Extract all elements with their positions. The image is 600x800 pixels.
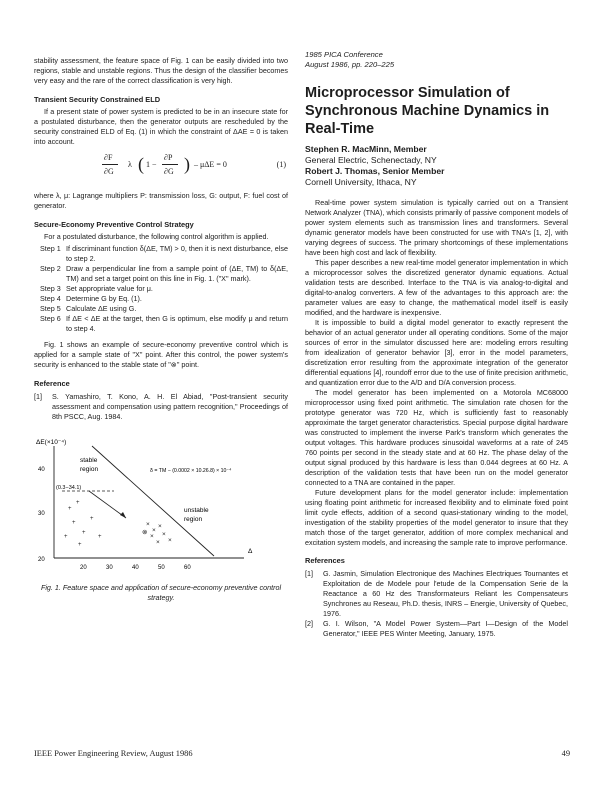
reference-r2: [2] G. I. Wilson, "A Model Power System—Part I—Design of the Model Generator," IEEE PES Winter Meeting, January, 1975. (305, 619, 568, 638)
body-paragraph-1: Real-time power system simulation is typically carried out on a Transient Network Analyzer (TNA), which consists primarily of passive component models of power system elements such as transmission lines and transformers. Several dynamic generator models have been constructed for use with TNA's [1, 2], with varying degrees of success. The primary shortcomings of these implementations have been high cost and lack of flexibility. (305, 198, 568, 257)
body-paragraph-3: It is impossible to build a digital model generator to exactly represent the behavior of an actual generator under all operating conditions. Some of the major sources of error in the simulator discussed here are: modeling errors resulting from idealization of generator behavior [3], error in the model parameters, discretization error resulting from the approximate integration of the generator differential equations [4], roundoff error due to the use of finite precision arithmetic, and quantization error due to the A/D and D/A conversion process. (305, 318, 568, 387)
svg-text:+: + (68, 506, 72, 512)
x-tick-50: 50 (158, 565, 165, 571)
step-6: Step 6 If ΔE < ΔE at the target, then G is optimum, else modify μ and return to step 4. (40, 314, 288, 333)
svg-text:+: + (98, 534, 102, 540)
x-tick-60: 60 (184, 565, 191, 571)
line-equation-label: δ = TM − (0.0002 × 10.26.8) × 10⁻⁴ (150, 468, 232, 474)
right-column (305, 50, 568, 639)
svg-text:×: × (158, 523, 162, 530)
body-paragraph-5: Future development plans for the model generator include: implementation using floating point arithmetic for increased flexibility and to eliminate fixed point limit cycle effects, addition of a second quasi-stationary winding to the model, investigation of the stability properties of the model generator to insure that they match those of the target generator, addition of more complex mechanical and excitation system models, and increasing the sample rate to improve performance. (305, 488, 568, 547)
author-2-affiliation: Cornell University, Ithaca, NY (305, 177, 417, 187)
ted-paragraph: If a present state of power system is predicted to be in an insecure state for a postulated disturbance, then the generator outputs are rescheduled by the security constrained ELD of Eq. (1) in which the constraint of ΔAE = 0 is taken into account. (34, 107, 288, 146)
sep-paragraph: For a postulated disturbance, the following control algorithm is applied. (44, 232, 269, 241)
x-axis-label: Δ (248, 548, 253, 555)
stable-label: stable (80, 457, 98, 464)
journal-footer: IEEE Power Engineering Review, August 1986 (34, 749, 193, 758)
stable-samples (64, 500, 102, 548)
figure-1 (34, 434, 288, 603)
svg-text:+: + (90, 516, 94, 522)
svg-text:+: + (78, 542, 82, 548)
reference-1: [1] S. Yamashiro, T. Kono, A. H. El Abiad, "Post-transient security assessment and compensation using pattern recognition," Proceedings of 8th PSCC, Aug. 1984. (34, 392, 288, 421)
page-number: 49 (561, 749, 570, 758)
author-2-name: Robert J. Thomas, Senior Member (305, 166, 445, 176)
body-paragraph-4: The model generator has been implemented on a Motorola MC68000 microprocessor using fixed point arithmetic. The simulation rate chosen for the prototype generator was 720 Hz, which is sufficiently fast to reasonably approximate the target generator characteristics. Special purpose digital hardware was constructed to implement the inverse Park's transform which generates the output voltages. This hardware produces sinusoidal waveforms at a rate of 245 760 points per second in the steady state and at 60 Hz. The phase delay of the output signal produced by this hardware is less than 0.044 degrees at 60 Hz. A description of the validation tests that have been run on the model generator connected to a TNA are contained in the paper. (305, 388, 568, 487)
unstable-label: unstable (184, 507, 209, 514)
figure-caption: Fig. 1. Feature space and application of secure-economy preventive control strategy. (40, 583, 282, 602)
step-5: Step 5 Calculate ΔE using G. (40, 304, 137, 313)
stable-region-label: region (80, 466, 99, 473)
y-axis-label: ΔE(×10⁻⁴) (36, 439, 67, 446)
svg-text:+: + (82, 530, 86, 536)
section-heading-ted: Transient Security Constrained ELD (34, 95, 161, 104)
svg-text:+: + (76, 500, 80, 506)
reference-heading: Reference (34, 379, 70, 388)
control-arrow (120, 512, 126, 518)
unstable-region-label: region (184, 516, 203, 523)
step-3: Step 3 Set appropriate value for μ. (40, 284, 153, 293)
svg-text:⊗: ⊗ (142, 529, 148, 536)
feature-space-plot (34, 434, 288, 576)
left-column (34, 56, 288, 603)
article-title: Microprocessor Simulation of Synchronous Machine Dynamics in Real-Time (305, 85, 550, 137)
unstable-samples (142, 521, 172, 546)
author-1-name: Stephen R. MacMinn, Member (305, 144, 427, 154)
algorithm-steps (34, 244, 288, 334)
svg-text:×: × (146, 521, 150, 528)
where-paragraph: where λ, μ: Lagrange multipliers P: transmission loss, G: output, F: fuel cost of generator. (34, 191, 288, 210)
x-tick-40: 40 (132, 565, 139, 571)
reference-r1: [1] G. Jasmin, Simulation Electronique des Machines Electriques Tournantes et Exploitation de de Modele pour l'etude de la Compensation Serie de la Reactance a 60 Hz des Transformateurs Reliant les Compensateurs Synchrones au Reseau, Ph.D. thesis, INRS – Energie, University of Quebec, 1976. (305, 569, 568, 618)
body-paragraph-2: This paper describes a new real-time model generator implementation in which a microprocessor solves the discretized generator dynamic equations. Actual validation tests are described. Interface to the TNA is via analog-to-digital and digital-to-analog converters. A few of the advantages to this approach are: the parameter values are easy to change, the mathematical model itself is easily modified, and the hardware is inexpensive. (305, 258, 568, 317)
svg-text:×: × (162, 531, 166, 538)
x-tick-30: 30 (106, 565, 113, 571)
references-heading: References (305, 556, 345, 565)
svg-text:×: × (152, 527, 156, 534)
svg-text:×: × (168, 537, 172, 544)
svg-text:×: × (150, 533, 154, 540)
figure-paragraph: Fig. 1 shows an example of secure-economy preventive control which is applied for a sample state of "X" point. After this control, the power system's security is enhanced to the stable state of "⊗" point. (34, 340, 288, 369)
step-2: Step 2 Draw a perpendicular line from a sample point of (ΔE, TM) to δ(ΔE, TM) and set a target point on this line in Fig. 1. ("X" mark). (40, 264, 288, 283)
y-tick-30: 30 (38, 511, 45, 517)
conference-line: 1985 PICA Conference (305, 50, 383, 59)
author-1-affiliation: General Electric, Schenectady, NY (305, 155, 437, 165)
marker-label: (0.3−34.1) (56, 485, 82, 491)
y-tick-20: 20 (38, 557, 45, 563)
intro-paragraph: stability assessment, the feature space of Fig. 1 can be easily divided into two regions, stable and unstable regions. Thus the design of the classifier becomes very easy and the rare of the correct classification is very high. (34, 56, 288, 85)
step-1: Step 1 If discriminant function δ(ΔE, TM) > 0, then it is next disturbance, else to step 2. (40, 244, 288, 263)
y-tick-40: 40 (38, 467, 45, 473)
svg-text:×: × (156, 539, 160, 546)
equation-1: ∂F ∂G λ ( 1 − ∂P ∂G ) – μΔE = 0 (1) (104, 153, 286, 176)
svg-text:+: + (64, 534, 68, 540)
control-path (89, 491, 126, 518)
conference-pages: August 1986, pp. 220–225 (305, 60, 395, 69)
x-tick-20: 20 (80, 565, 87, 571)
svg-text:+: + (72, 520, 76, 526)
section-heading-sep: Secure-Economy Preventive Control Strategy (34, 220, 194, 229)
step-4: Step 4 Determine G by Eq. (1). (40, 294, 142, 303)
